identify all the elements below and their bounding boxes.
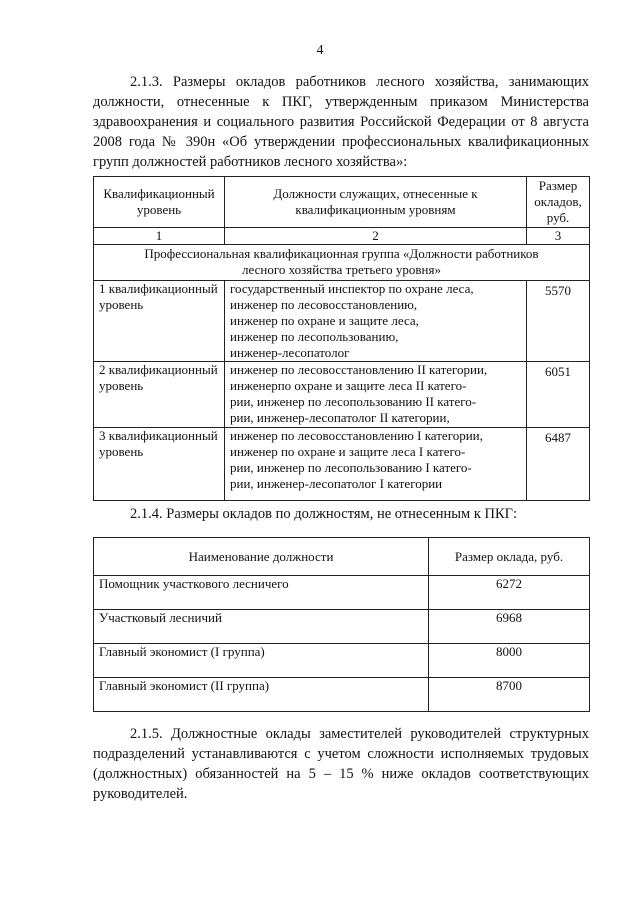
pkg-salary-table [93,176,590,501]
table-row [94,678,590,712]
table-row [94,644,590,678]
position-cell: Участковый лесничий [94,610,429,644]
position-cell: Главный экономист (I группа) [94,644,429,678]
table-row [94,610,590,644]
salary-cell: 6272 [429,576,590,610]
group-title-row [94,245,590,281]
positions-cell: инженер по лесовосстановлению I категории, инженер по охране и защите леса I катего- рии, инженер по лесопользованию I катего- рии, инженер-лесопатолог I категории [225,428,527,501]
header-level: Квалификационный уровень [94,177,225,228]
table-row [94,576,590,610]
header-positions: Должности служащих, отнесенные к квалификационным уровням [225,177,527,228]
positions-cell: инженер по лесовосстановлению II категории, инженерпо охране и защите леса II катего- рии, инженер по лесопользованию II катего- рии, инженер-лесопатолог II категории, [225,362,527,428]
salary-cell: 6968 [429,610,590,644]
non-pkg-salary-table [93,537,590,712]
paragraph-2-1-5: 2.1.5. Должностные оклады заместителей руководителей структурных подразделений устанавливаются с учетом сложности исполняемых трудовых (должностных) обязанностей на 5 – 15 % ниже окладов соответствующих руководителей. [93,726,589,802]
col-number: 2 [225,228,527,245]
column-number-row [94,228,590,245]
level-cell: 1 квалификационный уровень [94,281,225,362]
paragraph-2-1-3: 2.1.3. Размеры окладов работников лесного хозяйства, занимающих должности, отнесенные к ПКГ, утвержденным приказом Министерства здравоохранения и социального развития Российской Федерации от 8 августа 2008 года № 390н «Об утверждении профессиональных квалификационных групп должностей работников лесного хозяйства»: [93,74,589,170]
level-cell: 3 квалификационный уровень [94,428,225,501]
salary-cell: 8000 [429,644,590,678]
position-cell: Главный экономист (II группа) [94,678,429,712]
header-salary: Размер оклада, руб. [429,538,590,576]
paragraph-2-1-4: 2.1.4. Размеры окладов по должностям, не отнесенным к ПКГ: [130,506,518,522]
table-header-row [94,177,590,228]
salary-cell: 5570 [527,281,590,362]
group-title: Профессиональная квалификационная группа «Должности работников лесного хозяйства третьего уровня» [94,245,590,281]
header-salary: Размер окладов, руб. [527,177,590,228]
col-number: 1 [94,228,225,245]
col-number: 3 [527,228,590,245]
header-position-name: Наименование должности [94,538,429,576]
position-cell: Помощник участкового лесничего [94,576,429,610]
positions-cell: государственный инспектор по охране леса, инженер по лесовосстановлению, инженер по охране и защите леса, инженер по лесопользованию, инженер-лесопатолог [225,281,527,362]
table-row [94,281,590,362]
table-row [94,362,590,428]
table-header-row [94,538,590,576]
table-row [94,428,590,501]
salary-cell: 8700 [429,678,590,712]
page-number: 4 [316,43,324,58]
level-cell: 2 квалификационный уровень [94,362,225,428]
salary-cell: 6487 [527,428,590,501]
salary-cell: 6051 [527,362,590,428]
